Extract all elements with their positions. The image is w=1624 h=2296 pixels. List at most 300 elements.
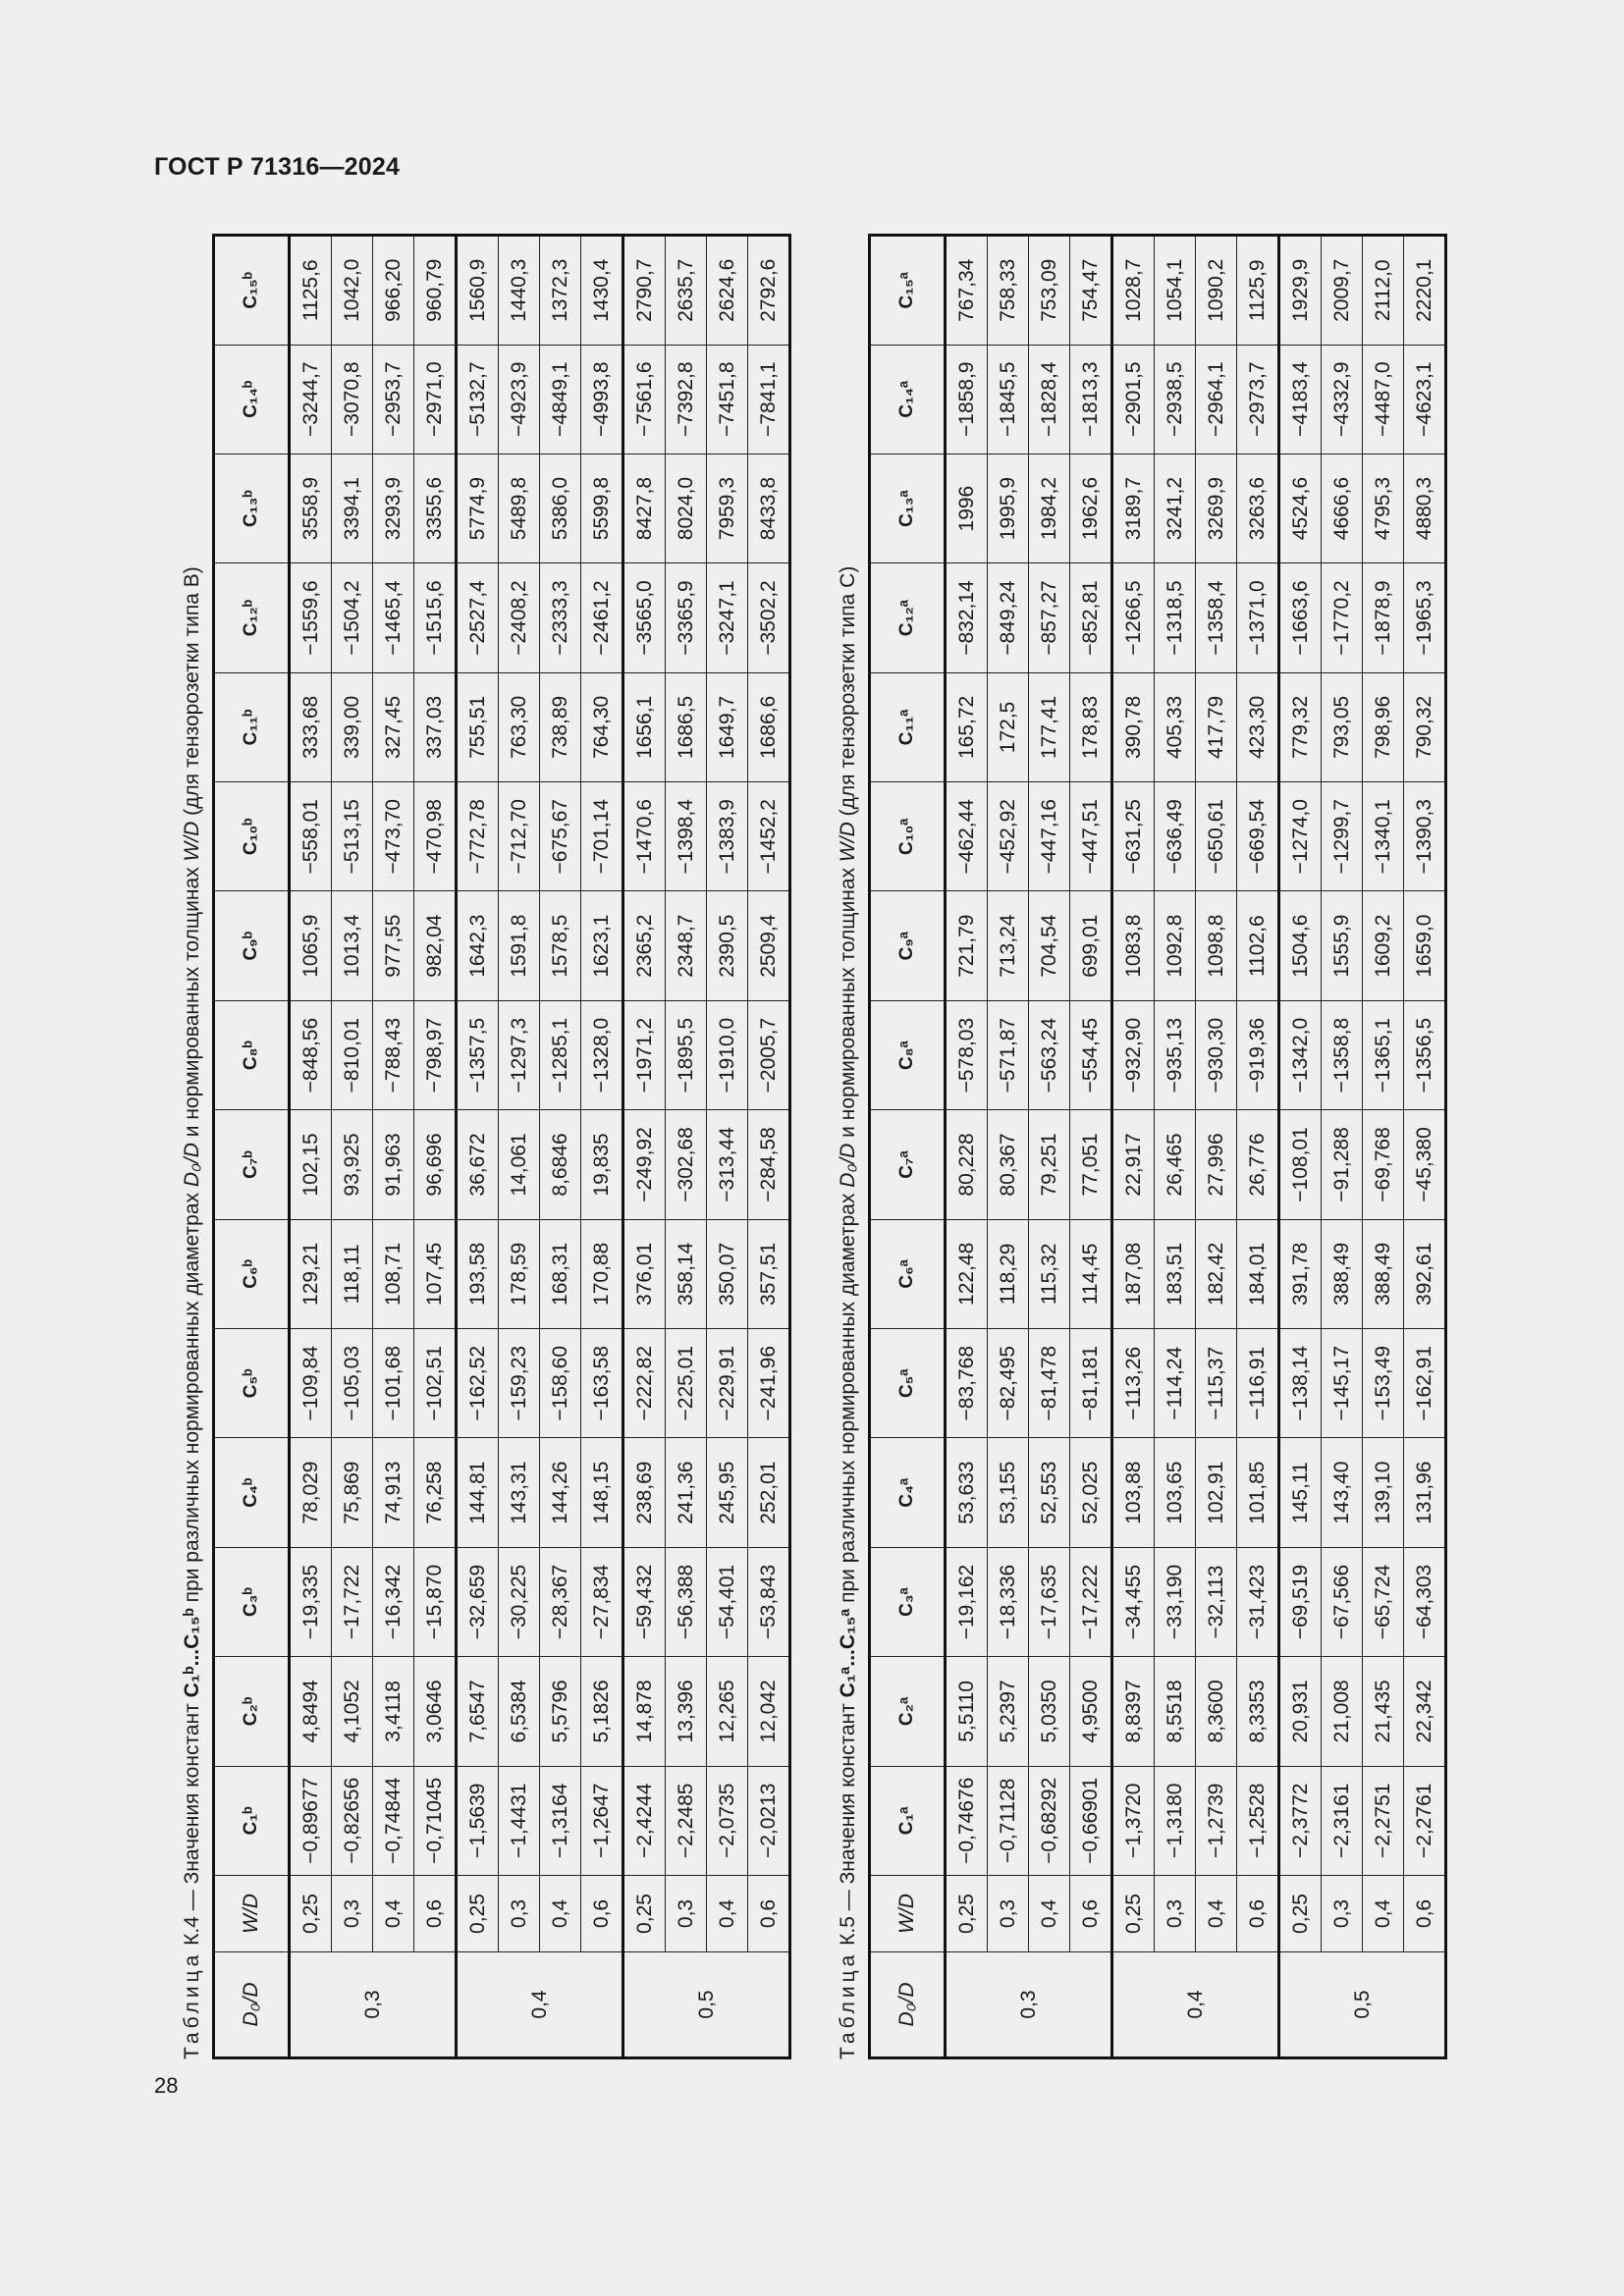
- cell-w: 0,3: [499, 1876, 540, 1952]
- table-cell: 5,0350: [1029, 1657, 1070, 1766]
- table-cell: 3394,1: [332, 454, 373, 562]
- table-cell: 144,26: [540, 1438, 581, 1547]
- table-row: [1155, 236, 1196, 2058]
- table-cell: −1266,5: [1112, 563, 1155, 672]
- table-cell: 1962,6: [1070, 454, 1112, 562]
- table-cell: 139,10: [1363, 1438, 1404, 1547]
- table-cell: −17,635: [1029, 1547, 1070, 1656]
- table-cell: 1686,6: [748, 672, 790, 781]
- table-cell: 793,05: [1322, 672, 1363, 781]
- table-row: [499, 236, 540, 2058]
- table-cell: −4623,1: [1404, 345, 1446, 454]
- table-cell: 118,29: [988, 1219, 1029, 1328]
- table-cell: 80,367: [988, 1110, 1029, 1219]
- table-cell: 182,42: [1196, 1219, 1237, 1328]
- table-cell: 115,32: [1029, 1219, 1070, 1328]
- table-cell: 53,633: [946, 1438, 988, 1547]
- caption-constant-range: C₁ᵇ...C₁₅ᵇ: [181, 1608, 203, 1698]
- cell-w: 0,4: [1363, 1876, 1404, 1952]
- group-cell-d0: 0,4: [1112, 1952, 1279, 2058]
- table-cell: −45,380: [1404, 1110, 1446, 1219]
- table-cell: 3263,6: [1237, 454, 1279, 562]
- table-cell: 165,72: [946, 672, 988, 781]
- table-row: [1237, 236, 1279, 2058]
- table-cell: −1910,0: [707, 1000, 748, 1109]
- table-cell: −1845,5: [988, 345, 1029, 454]
- table-cell: 52,025: [1070, 1438, 1112, 1547]
- cell-w: 0,4: [707, 1876, 748, 1952]
- table-cell: 1578,5: [540, 891, 581, 1000]
- cell-w: 0,6: [581, 1876, 623, 1952]
- table-cell: −452,92: [988, 782, 1029, 891]
- table-cell: −1858,9: [946, 345, 988, 454]
- table-cell: −3502,2: [748, 563, 790, 672]
- table-cell: 704,54: [1029, 891, 1070, 1000]
- table-row: [373, 236, 414, 2058]
- column-header-constant: C₁₂ᵇ: [214, 563, 290, 672]
- column-header-constant: C₄ᵃ: [870, 1438, 946, 1547]
- table-cell: 1996: [946, 454, 988, 562]
- table-cell: 327,45: [373, 672, 414, 781]
- table-cell: 241,36: [666, 1438, 707, 1547]
- table-cell: −1390,3: [1404, 782, 1446, 891]
- table-cell: −1452,2: [748, 782, 790, 891]
- table-cell: 129,21: [290, 1219, 332, 1328]
- table-cell: −788,43: [373, 1000, 414, 1109]
- table-cell: −4993,8: [581, 345, 623, 454]
- table-cell: −302,68: [666, 1110, 707, 1219]
- table-cell: 721,79: [946, 891, 988, 1000]
- cell-w: 0,4: [1196, 1876, 1237, 1952]
- table-cell: −1,3164: [540, 1766, 581, 1875]
- table-cell: −4923,9: [499, 345, 540, 454]
- column-header-constant: C₇ᵃ: [870, 1110, 946, 1219]
- table-row: [1029, 236, 1070, 2058]
- table-cell: 78,029: [290, 1438, 332, 1547]
- table-cell: −15,870: [414, 1547, 457, 1656]
- column-header-constant: C₇ᵇ: [214, 1110, 290, 1219]
- table-cell: 1092,8: [1155, 891, 1196, 1000]
- table-cell: −1470,6: [623, 782, 666, 891]
- table-cell: −462,44: [946, 782, 988, 891]
- table-cell: 977,55: [373, 891, 414, 1000]
- column-header-constant: C₁₁ᵃ: [870, 672, 946, 781]
- table-row: [623, 236, 666, 2058]
- table-cell: 21,435: [1363, 1657, 1404, 1766]
- table-k5-block: [833, 234, 1447, 2059]
- column-header-constant: C₈ᵃ: [870, 1000, 946, 1109]
- table-cell: −3565,0: [623, 563, 666, 672]
- table-cell: 3558,9: [290, 454, 332, 562]
- table-cell: 102,15: [290, 1110, 332, 1219]
- table-cell: 36,672: [457, 1110, 499, 1219]
- caption-and: и нормированных толщинах: [837, 867, 859, 1138]
- table-cell: −1504,2: [332, 563, 373, 672]
- group-cell-d0: 0,3: [290, 1952, 457, 2058]
- table-cell: 3,0646: [414, 1657, 457, 1766]
- table-cell: 388,49: [1363, 1219, 1404, 1328]
- table-cell: 101,85: [1237, 1438, 1279, 1547]
- table-cell: −1971,2: [623, 1000, 666, 1109]
- table-cell: −53,843: [748, 1547, 790, 1656]
- table-cell: 405,33: [1155, 672, 1196, 781]
- table-cell: 107,45: [414, 1219, 457, 1328]
- table-cell: −222,82: [623, 1329, 666, 1438]
- table-cell: −115,37: [1196, 1329, 1237, 1438]
- table-cell: 779,32: [1279, 672, 1322, 781]
- table-cell: 2220,1: [1404, 236, 1446, 346]
- table-cell: −313,44: [707, 1110, 748, 1219]
- table-cell: −3244,7: [290, 345, 332, 454]
- table-cell: −31,423: [1237, 1547, 1279, 1656]
- table-cell: 1555,9: [1322, 891, 1363, 1000]
- page-number: 28: [154, 2073, 179, 2098]
- table-cell: −225,01: [666, 1329, 707, 1438]
- table-cell: 148,15: [581, 1438, 623, 1547]
- table-cell: −2,0213: [748, 1766, 790, 1875]
- table-cell: −4332,9: [1322, 345, 1363, 454]
- table-cell: 755,51: [457, 672, 499, 781]
- table-cell: −2005,7: [748, 1000, 790, 1109]
- table-cell: 423,30: [1237, 672, 1279, 781]
- table-cell: 5,5796: [540, 1657, 581, 1766]
- table-cell: −69,519: [1279, 1547, 1322, 1656]
- table-cell: −163,58: [581, 1329, 623, 1438]
- cell-w: 0,6: [1404, 1876, 1446, 1952]
- table-cell: −32,113: [1196, 1547, 1237, 1656]
- table-cell: 1642,3: [457, 891, 499, 1000]
- table-cell: −2971,0: [414, 345, 457, 454]
- table-cell: −3070,8: [332, 345, 373, 454]
- table-cell: 790,32: [1404, 672, 1446, 781]
- table-cell: −0,89677: [290, 1766, 332, 1875]
- caption-label: Таблица: [837, 1950, 859, 2059]
- table-cell: 350,07: [707, 1219, 748, 1328]
- table-cell: 2112,0: [1363, 236, 1404, 346]
- table-cell: 1083,8: [1112, 891, 1155, 1000]
- table-cell: 184,01: [1237, 1219, 1279, 1328]
- table-cell: −571,87: [988, 1000, 1029, 1109]
- table-cell: −675,67: [540, 782, 581, 891]
- table-cell: −1357,5: [457, 1000, 499, 1109]
- table-cell: 5599,8: [581, 454, 623, 562]
- table-cell: 738,89: [540, 672, 581, 781]
- table-cell: −1,2528: [1237, 1766, 1279, 1875]
- table-cell: −91,288: [1322, 1110, 1363, 1219]
- column-header-constant: C₈ᵇ: [214, 1000, 290, 1109]
- caption-tail: (для тензорозетки типа С): [837, 565, 859, 817]
- table-cell: −2,3772: [1279, 1766, 1322, 1875]
- column-header-constant: C₁ᵇ: [214, 1766, 290, 1875]
- table-cell: −162,52: [457, 1329, 499, 1438]
- group-cell-d0: 0,5: [1279, 1952, 1446, 2058]
- table-cell: −1358,8: [1322, 1000, 1363, 1109]
- caption-d0-symbol: D₀/D: [837, 1143, 859, 1188]
- table-cell: 376,01: [623, 1219, 666, 1328]
- document-code: ГОСТ Р 71316—2024: [154, 153, 401, 181]
- table-cell: 5774,9: [457, 454, 499, 562]
- table-cell: −67,566: [1322, 1547, 1363, 1656]
- table-cell: 1623,1: [581, 891, 623, 1000]
- caption-w-symbol: W/D: [181, 821, 203, 862]
- table-cell: 187,08: [1112, 1219, 1155, 1328]
- table-cell: 4524,6: [1279, 454, 1322, 562]
- table-cell: −2,3161: [1322, 1766, 1363, 1875]
- table-cell: −832,14: [946, 563, 988, 672]
- table-cell: 417,79: [1196, 672, 1237, 781]
- table-cell: 1649,7: [707, 672, 748, 781]
- group-cell-d0: 0,3: [946, 1952, 1112, 2058]
- table-cell: 177,41: [1029, 672, 1070, 781]
- caption-constant-range: C₁ᵃ...C₁₅ᵃ: [837, 1608, 859, 1698]
- table-cell: 1560,9: [457, 236, 499, 346]
- table-cell: −0,74844: [373, 1766, 414, 1875]
- table-cell: 145,11: [1279, 1438, 1322, 1547]
- table-cell: −1465,4: [373, 563, 414, 672]
- cell-w: 0,25: [1112, 1876, 1155, 1952]
- caption-number: К.5 — Значения констант: [837, 1703, 859, 1946]
- table-cell: −2408,2: [499, 563, 540, 672]
- table-row: [1070, 236, 1112, 2058]
- table-cell: 8,8397: [1112, 1657, 1155, 1766]
- table-cell: −935,13: [1155, 1000, 1196, 1109]
- table-cell: 391,78: [1279, 1219, 1322, 1328]
- column-header-constant: C₅ᵇ: [214, 1329, 290, 1438]
- table-cell: −2953,7: [373, 345, 414, 454]
- table-row: [707, 236, 748, 2058]
- table-row: [457, 236, 499, 2058]
- table-cell: 93,925: [332, 1110, 373, 1219]
- cell-w: 0,3: [332, 1876, 373, 1952]
- cell-w: 0,3: [1155, 1876, 1196, 1952]
- table-cell: 1125,6: [290, 236, 332, 346]
- table-cell: −0,71128: [988, 1766, 1029, 1875]
- table-cell: 1090,2: [1196, 236, 1237, 346]
- table-cell: −650,61: [1196, 782, 1237, 891]
- table-cell: −7561,6: [623, 345, 666, 454]
- table-cell: 131,96: [1404, 1438, 1446, 1547]
- table-cell: −2461,2: [581, 563, 623, 672]
- table-cell: 1430,4: [581, 236, 623, 346]
- table-cell: −241,96: [748, 1329, 790, 1438]
- column-header-constant: C₁₃ᵃ: [870, 454, 946, 562]
- table-cell: 5,1826: [581, 1657, 623, 1766]
- table-cell: −3247,1: [707, 563, 748, 672]
- table-cell: −101,68: [373, 1329, 414, 1438]
- table-cell: −1878,9: [1363, 563, 1404, 672]
- column-header-constant: C₉ᵇ: [214, 891, 290, 1000]
- table-cell: −34,455: [1112, 1547, 1155, 1656]
- table-cell: 5,5110: [946, 1657, 988, 1766]
- table-row: [666, 236, 707, 2058]
- table-cell: −2,0735: [707, 1766, 748, 1875]
- table-cell: 2509,4: [748, 891, 790, 1000]
- column-header-constant: C₂ᵇ: [214, 1657, 290, 1766]
- table-cell: 2792,6: [748, 236, 790, 346]
- table-cell: −114,24: [1155, 1329, 1196, 1438]
- table-cell: 4,1052: [332, 1657, 373, 1766]
- table-cell: 91,963: [373, 1110, 414, 1219]
- table-cell: 2635,7: [666, 236, 707, 346]
- table-cell: 14,061: [499, 1110, 540, 1219]
- table-cell: 8,3353: [1237, 1657, 1279, 1766]
- table-cell: −932,90: [1112, 1000, 1155, 1109]
- table-row: [748, 236, 790, 2058]
- table-cell: −4487,0: [1363, 345, 1404, 454]
- table-cell: 2624,6: [707, 236, 748, 346]
- table-row: [1112, 236, 1155, 2058]
- table-cell: 20,931: [1279, 1657, 1322, 1766]
- table-cell: 74,913: [373, 1438, 414, 1547]
- table-cell: −1371,0: [1237, 563, 1279, 672]
- table-cell: −153,49: [1363, 1329, 1404, 1438]
- table-cell: 27,996: [1196, 1110, 1237, 1219]
- caption-d0-symbol: D₀/D: [181, 1143, 203, 1188]
- table-cell: 960,79: [414, 236, 457, 346]
- table-cell: 76,258: [414, 1438, 457, 1547]
- table-cell: 22,342: [1404, 1657, 1446, 1766]
- table-row: [946, 236, 988, 2058]
- table-cell: −772,78: [457, 782, 499, 891]
- table-cell: −59,432: [623, 1547, 666, 1656]
- table-cell: 1659,0: [1404, 891, 1446, 1000]
- table-cell: −138,14: [1279, 1329, 1322, 1438]
- table-cell: −1559,6: [290, 563, 332, 672]
- table-cell: 12,042: [748, 1657, 790, 1766]
- column-header-constant: C₁₂ᵃ: [870, 563, 946, 672]
- table-cell: −470,98: [414, 782, 457, 891]
- caption-w-symbol: W/D: [837, 822, 859, 863]
- table-cell: 1686,5: [666, 672, 707, 781]
- table-cell: 8433,8: [748, 454, 790, 562]
- table-cell: 21,008: [1322, 1657, 1363, 1766]
- table-cell: −2,2761: [1404, 1766, 1446, 1875]
- table-cell: −27,834: [581, 1547, 623, 1656]
- column-header-constant: C₅ᵃ: [870, 1329, 946, 1438]
- table-cell: −2333,3: [540, 563, 581, 672]
- table-cell: −83,768: [946, 1329, 988, 1438]
- table-cell: 172,5: [988, 672, 1029, 781]
- table-cell: 753,09: [1029, 236, 1070, 346]
- column-header-constant: C₁₃ᵇ: [214, 454, 290, 562]
- column-header-constant: C₃ᵇ: [214, 1547, 290, 1656]
- data-table: [212, 234, 791, 2059]
- table-cell: −1358,4: [1196, 563, 1237, 672]
- table-cell: −1770,2: [1322, 563, 1363, 672]
- column-header-w: W/D: [214, 1876, 290, 1952]
- table-row: [540, 236, 581, 2058]
- table-cell: −1299,7: [1322, 782, 1363, 891]
- table-cell: 3269,9: [1196, 454, 1237, 562]
- table-row: [332, 236, 373, 2058]
- table-row: [1404, 236, 1446, 2058]
- table-cell: 102,91: [1196, 1438, 1237, 1547]
- table-cell: −2,2485: [666, 1766, 707, 1875]
- table-cell: 3293,9: [373, 454, 414, 562]
- table-row: [988, 236, 1029, 2058]
- cell-w: 0,25: [623, 1876, 666, 1952]
- table-cell: −701,14: [581, 782, 623, 891]
- cell-w: 0,25: [457, 1876, 499, 1952]
- table-cell: −56,388: [666, 1547, 707, 1656]
- table-cell: 758,33: [988, 236, 1029, 346]
- table-cell: −2,2751: [1363, 1766, 1404, 1875]
- table-cell: 53,155: [988, 1438, 1029, 1547]
- table-cell: 392,61: [1404, 1219, 1446, 1328]
- table-cell: −17,722: [332, 1547, 373, 1656]
- table-cell: −554,45: [1070, 1000, 1112, 1109]
- table-cell: −81,478: [1029, 1329, 1070, 1438]
- table-cell: −2527,4: [457, 563, 499, 672]
- table-cell: 5489,8: [499, 454, 540, 562]
- table-cell: −113,26: [1112, 1329, 1155, 1438]
- table-cell: 170,88: [581, 1219, 623, 1328]
- table-cell: 178,59: [499, 1219, 540, 1328]
- table-cell: 4666,6: [1322, 454, 1363, 562]
- table-cell: −857,27: [1029, 563, 1070, 672]
- table-cell: 144,81: [457, 1438, 499, 1547]
- table-cell: −447,51: [1070, 782, 1112, 891]
- table-cell: −19,335: [290, 1547, 332, 1656]
- table-cell: −447,16: [1029, 782, 1070, 891]
- table-cell: −229,91: [707, 1329, 748, 1438]
- cell-w: 0,6: [748, 1876, 790, 1952]
- table-k4-block: [177, 234, 791, 2059]
- table-cell: 1504,6: [1279, 891, 1322, 1000]
- table-cell: 26,776: [1237, 1110, 1279, 1219]
- table-cell: 2348,7: [666, 891, 707, 1000]
- table-cell: −631,25: [1112, 782, 1155, 891]
- table-cell: −116,91: [1237, 1329, 1279, 1438]
- table-cell: 22,917: [1112, 1110, 1155, 1219]
- table-cell: 798,96: [1363, 672, 1404, 781]
- table-cell: −159,23: [499, 1329, 540, 1438]
- table-cell: 764,30: [581, 672, 623, 781]
- table-row: [581, 236, 623, 2058]
- cell-w: 0,6: [414, 1876, 457, 1952]
- table-cell: −1,3720: [1112, 1766, 1155, 1875]
- table-cell: 1440,3: [499, 236, 540, 346]
- table-cell: −7392,8: [666, 345, 707, 454]
- table-cell: 13,396: [666, 1657, 707, 1766]
- table-cell: −28,367: [540, 1547, 581, 1656]
- table-cell: 7,6547: [457, 1657, 499, 1766]
- table-cell: −81,181: [1070, 1329, 1112, 1438]
- table-cell: −1285,1: [540, 1000, 581, 1109]
- table-cell: 390,78: [1112, 672, 1155, 781]
- table-cell: 183,51: [1155, 1219, 1196, 1328]
- column-header-constant: C₁ᵃ: [870, 1766, 946, 1875]
- column-header-constant: C₄ᵇ: [214, 1438, 290, 1547]
- table-cell: −64,303: [1404, 1547, 1446, 1656]
- table-cell: 713,24: [988, 891, 1029, 1000]
- table-cell: −1328,0: [581, 1000, 623, 1109]
- table-cell: −1,2647: [581, 1766, 623, 1875]
- table-cell: 1054,1: [1155, 236, 1196, 346]
- caption-label: Таблица: [181, 1950, 203, 2059]
- table-cell: −1356,5: [1404, 1000, 1446, 1109]
- table-cell: 357,51: [748, 1219, 790, 1328]
- table-cell: −1663,6: [1279, 563, 1322, 672]
- table-cell: 4,8494: [290, 1657, 332, 1766]
- table-cell: −145,17: [1322, 1329, 1363, 1438]
- table-cell: −712,70: [499, 782, 540, 891]
- table-cell: 114,45: [1070, 1219, 1112, 1328]
- column-header-constant: C₁₅ᵇ: [214, 236, 290, 346]
- cell-w: 0,6: [1237, 1876, 1279, 1952]
- table-cell: −1365,1: [1363, 1000, 1404, 1109]
- table-cell: −848,56: [290, 1000, 332, 1109]
